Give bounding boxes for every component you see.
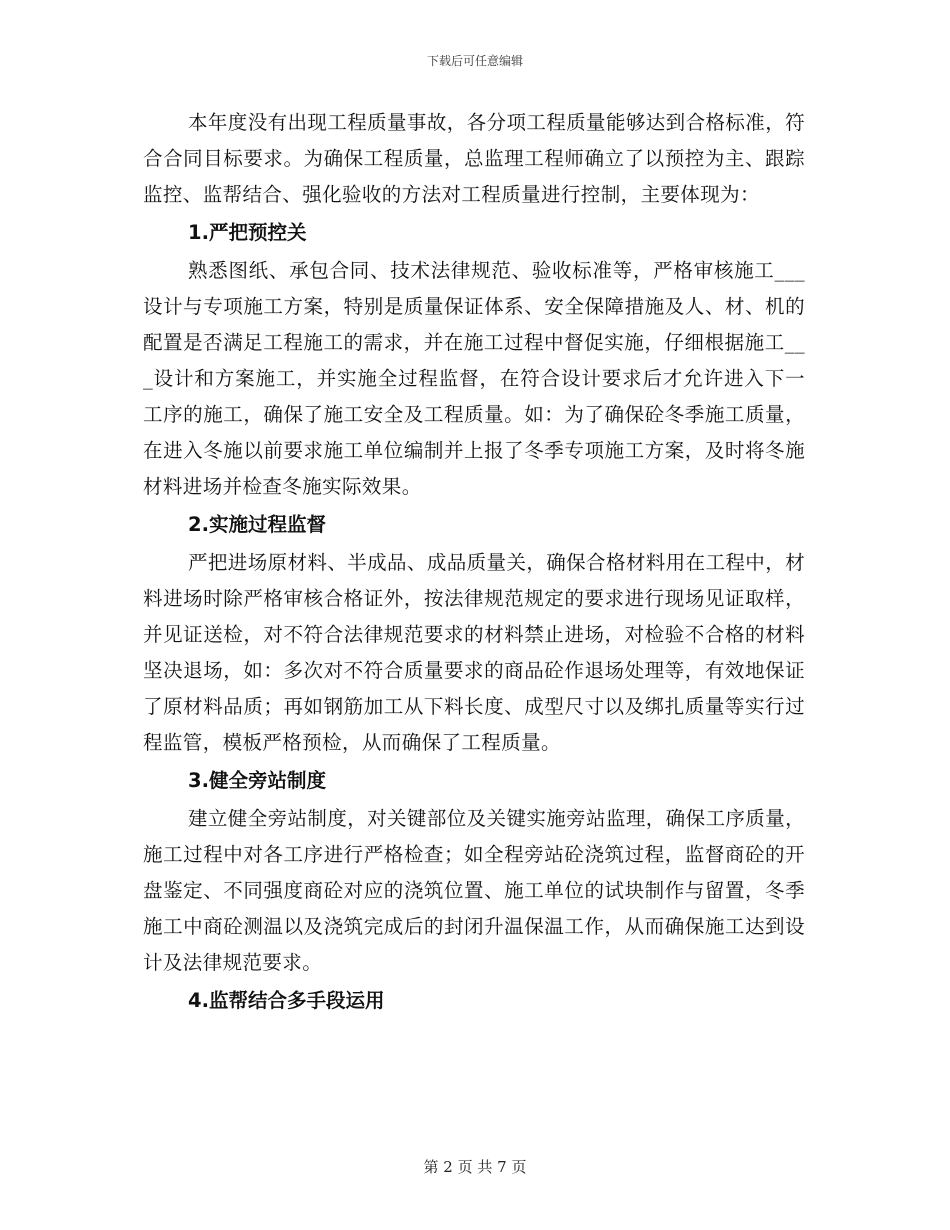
page-number: 第 2 页 共 7 页 [423,1158,527,1176]
section-paragraph-3: 建立健全旁站制度，对关键部位及关键实施旁站监理，确保工序质量，施工过程中对各工序进行严格检查；如全程旁站砼浇筑过程，监督商砼的开盘鉴定、不同强度商砼对应的浇筑位置、施工单位的试块制作与留置，冬季施工中商砼测温以及浇筑完成后的封闭升温保温工作，从而确保施工达到设计及法律规范要求。 [143,807,805,974]
intro-paragraph: 本年度没有出现工程质量事故，各分项工程质量能够达到合格标准，符合合同目标要求。为确保工程质量，总监理工程师确立了以预控为主、跟踪监控、监帮结合、强化验收的方法对工程质量进行控制，主要体现为： [143,111,805,206]
section-heading-4: 4.监帮结合多手段运用 [188,989,385,1012]
section-paragraph-2: 严把进场原材料、半成品、成品质量关，确保合格材料用在工程中，材料进场时除严格审核合格证外，按法律规范规定的要求进行现场见证取样，并见证送检，对不符合法律规范要求的材料禁止进场，对检验不合格的材料坚决退场，如：多次对不符合质量要求的商品砼作退场处理等，有效地保证了原材料品质；再如钢筋加工从下料长度、成型尺寸以及绑扎质量等实行过程监管，模板严格预检，从而确保了工程质量。 [143,551,805,754]
page-header: 下载后可任意编辑 [426,54,523,68]
document-body [143,105,805,1021]
section-heading-1: 1.严把预控关 [188,221,307,244]
section-heading-2: 2.实施过程监督 [188,513,326,536]
section-heading-3: 3.健全旁站制度 [188,769,326,792]
section-paragraph-1: 熟悉图纸、承包合同、技术法律规范、验收标准等，严格审核施工___设计与专项施工方案，特别是质量保证体系、安全保障措施及人、材、机的配置是否满足工程施工的需求，并在施工过程中督促实施，仔细根据施工___设计和方案施工，并实施全过程监督，在符合设计要求后才允许进入下一工序的施工，确保了施工安全及工程质量。如：为了确保砼冬季施工质量，在进入冬施以前要求施工单位编制并上报了冬季专项施工方案，及时将冬施材料进场并检查冬施实际效果。 [143,259,805,498]
